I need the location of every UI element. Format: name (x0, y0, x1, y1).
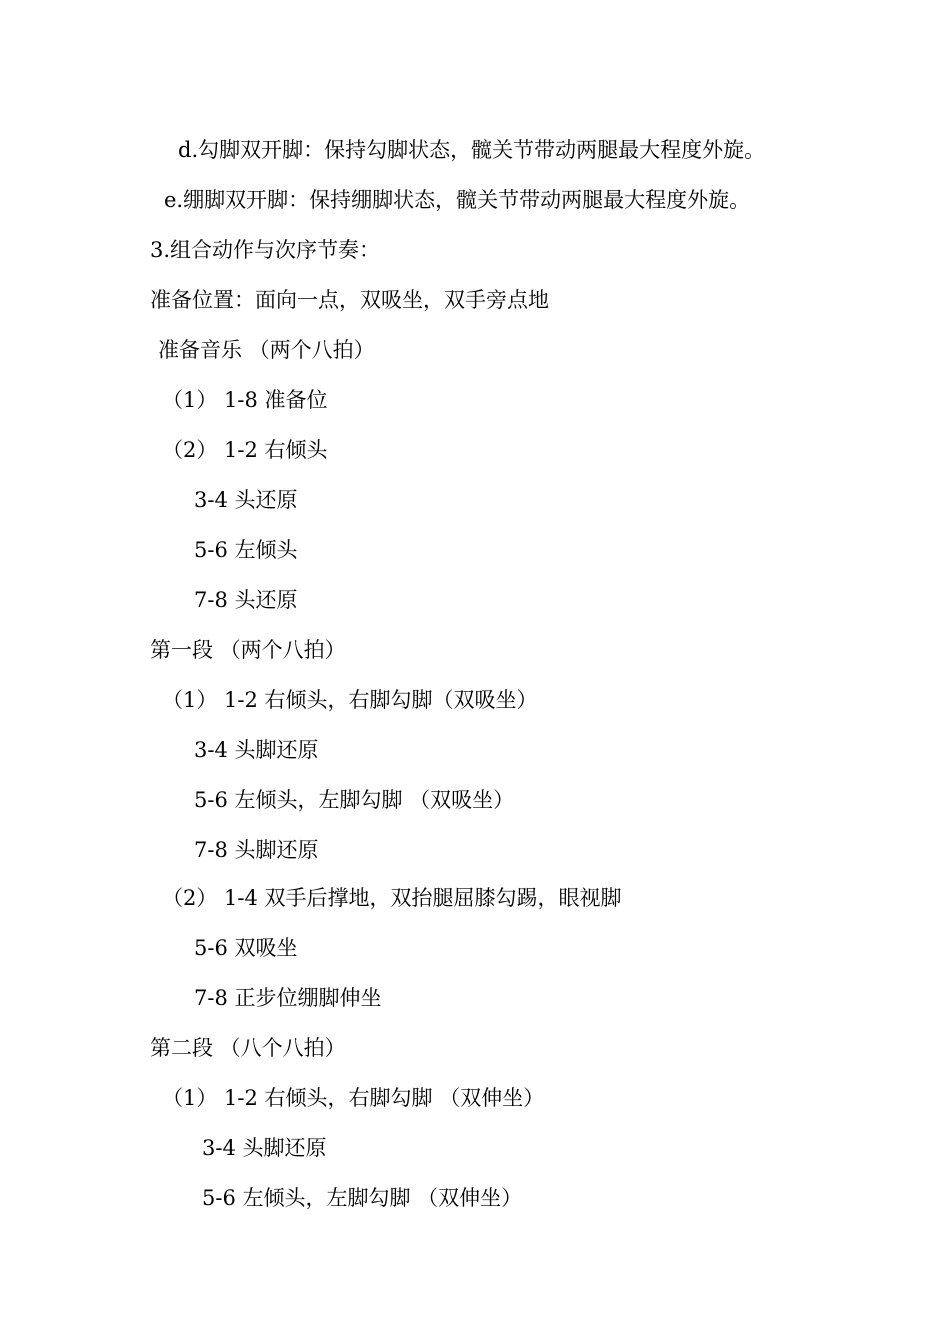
text-line-part1-2-78: 7-8 正步位绷脚伸坐 (194, 986, 382, 1010)
section-heading-part-two: 第二段 （八个八拍） (150, 1036, 346, 1060)
section-heading-part-one: 第一段 （两个八拍） (150, 638, 346, 662)
text-line-part1-1-34: 3-4 头脚还原 (194, 738, 319, 762)
text-line-ready-2-56: 5-6 左倾头 (194, 538, 298, 562)
text-line-part2-1-34: 3-4 头脚还原 (202, 1136, 327, 1160)
text-line-part2-1: （1） 1-2 右倾头，右脚勾脚 （双伸坐） (162, 1086, 545, 1110)
text-line-ready-1: （1） 1-8 准备位 (162, 388, 328, 412)
text-line-ready-2-78: 7-8 头还原 (194, 588, 298, 612)
text-line-part2-1-56: 5-6 左倾头，左脚勾脚 （双伸坐） (202, 1186, 523, 1210)
section-heading-combination: 3.组合动作与次序节奏： (150, 238, 381, 262)
text-line-ready-2: （2） 1-2 右倾头 (162, 438, 328, 462)
text-line-part1-2: （2） 1-4 双手后撑地，双抬腿屈膝勾踢，眼视脚 (162, 886, 622, 910)
text-line-ready-position: 准备位置：面向一点，双吸坐，双手旁点地 (150, 288, 549, 312)
text-line-ready-music: 准备音乐 （两个八拍） (158, 338, 375, 362)
text-line-part1-2-56: 5-6 双吸坐 (194, 936, 298, 960)
text-line-ready-2-34: 3-4 头还原 (194, 488, 298, 512)
text-line-d-hook-feet-open: d.勾脚双开脚：保持勾脚状态，髋关节带动两腿最大程度外旋。 (178, 138, 766, 162)
text-line-part1-1-56: 5-6 左倾头，左脚勾脚 （双吸坐） (194, 788, 515, 812)
text-line-part1-1-78: 7-8 头脚还原 (194, 838, 319, 862)
text-line-e-point-feet-open: e.绷脚双开脚：保持绷脚状态，髋关节带动两腿最大程度外旋。 (164, 188, 751, 212)
text-line-part1-1: （1） 1-2 右倾头，右脚勾脚（双吸坐） (162, 688, 538, 712)
